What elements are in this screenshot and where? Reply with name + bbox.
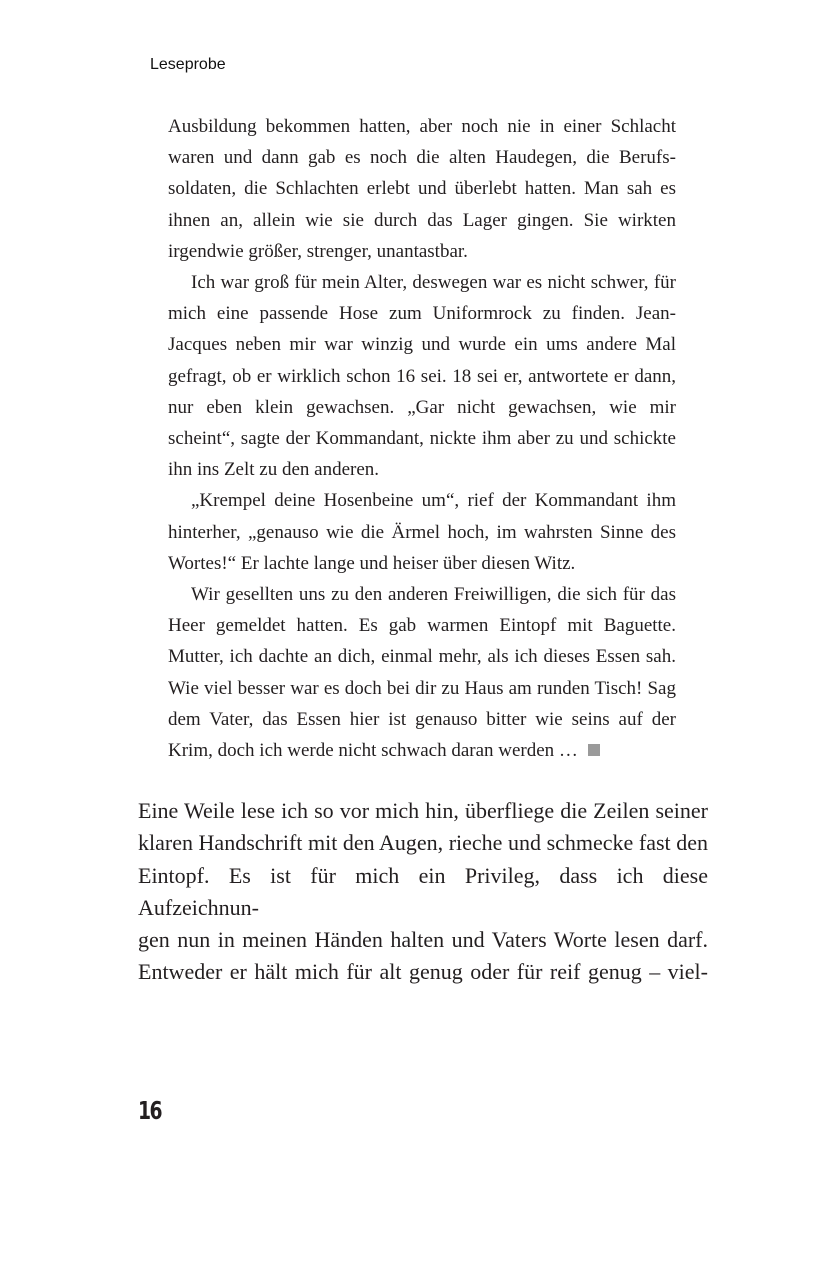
letter-paragraph: Ausbildung bekommen hatten, aber noch nie in einer Schlacht waren und dann gab es noch die alten Haudegen, die Berufssoldaten, die Schlachten erlebt und überlebt hatten. Man sah es ihnen an, allein wie sie durch das Lager gingen. Sie wirkten irgendwie größer, strenger, unantastbar. xyxy=(168,116,676,262)
body-text xyxy=(138,795,708,989)
letter-paragraph-text: Wir gesellten uns zu den anderen Freiwilligen, die sich für das Heer gemeldet hatten. Es gab warmen Eintopf mit Baguette. Mutter, ich dachte an dich, einmal mehr, als ich dieses Essen sah. Wie viel besser war es doch bei dir zu Haus am runden Tisch! Sag dem Vater, das Essen hier ist genauso bitter wie seins auf der Krim, doch ich werde nicht schwach daran werden … xyxy=(168,584,676,762)
body-line: klaren Handschrift mit den Augen, rieche und schmecke fast den xyxy=(138,830,708,856)
body-line: Eintopf. Es ist für mich ein Privileg, dass ich diese Aufzeichnun- xyxy=(138,862,708,920)
letter-paragraph: „Krempel deine Hosenbeine um“, rief der Kommandant ihm hinterher, „genauso wie die Ärmel hoch, im wahrsten Sinne des Wortes!“ Er lachte lange und heiser über diesen Witz. xyxy=(168,490,676,574)
end-of-section-square-icon xyxy=(588,744,600,756)
letter-paragraph: Ich war groß für mein Alter, deswegen war es nicht schwer, für mich eine passende Hose zum Uniformrock zu finden. Jean-Jacques neben mir war winzig und wurde ein ums andere Mal gefragt, ob er wirklich schon 16 sei. 18 sei er, antwortete er dann, nur eben klein gewachsen. „Gar nicht gewachsen, wie mir scheint“, sagte der Kommandant, nickte ihm aber zu und schickte ihn ins Zelt zu den anderen. xyxy=(168,272,676,481)
body-line: Eine Weile lese ich so vor mich hin, überfliege die Zeilen seiner xyxy=(138,798,708,823)
page-number: 16 xyxy=(138,1096,162,1125)
header-label: Leseprobe xyxy=(150,56,226,73)
letter-excerpt xyxy=(168,111,676,766)
letter-paragraph-last xyxy=(168,579,676,766)
body-line: Entweder er hält mich für alt genug oder für reif genug – viel- xyxy=(138,959,708,985)
body-line: gen nun in meinen Händen halten und Vaters Worte lesen darf. xyxy=(138,927,708,953)
